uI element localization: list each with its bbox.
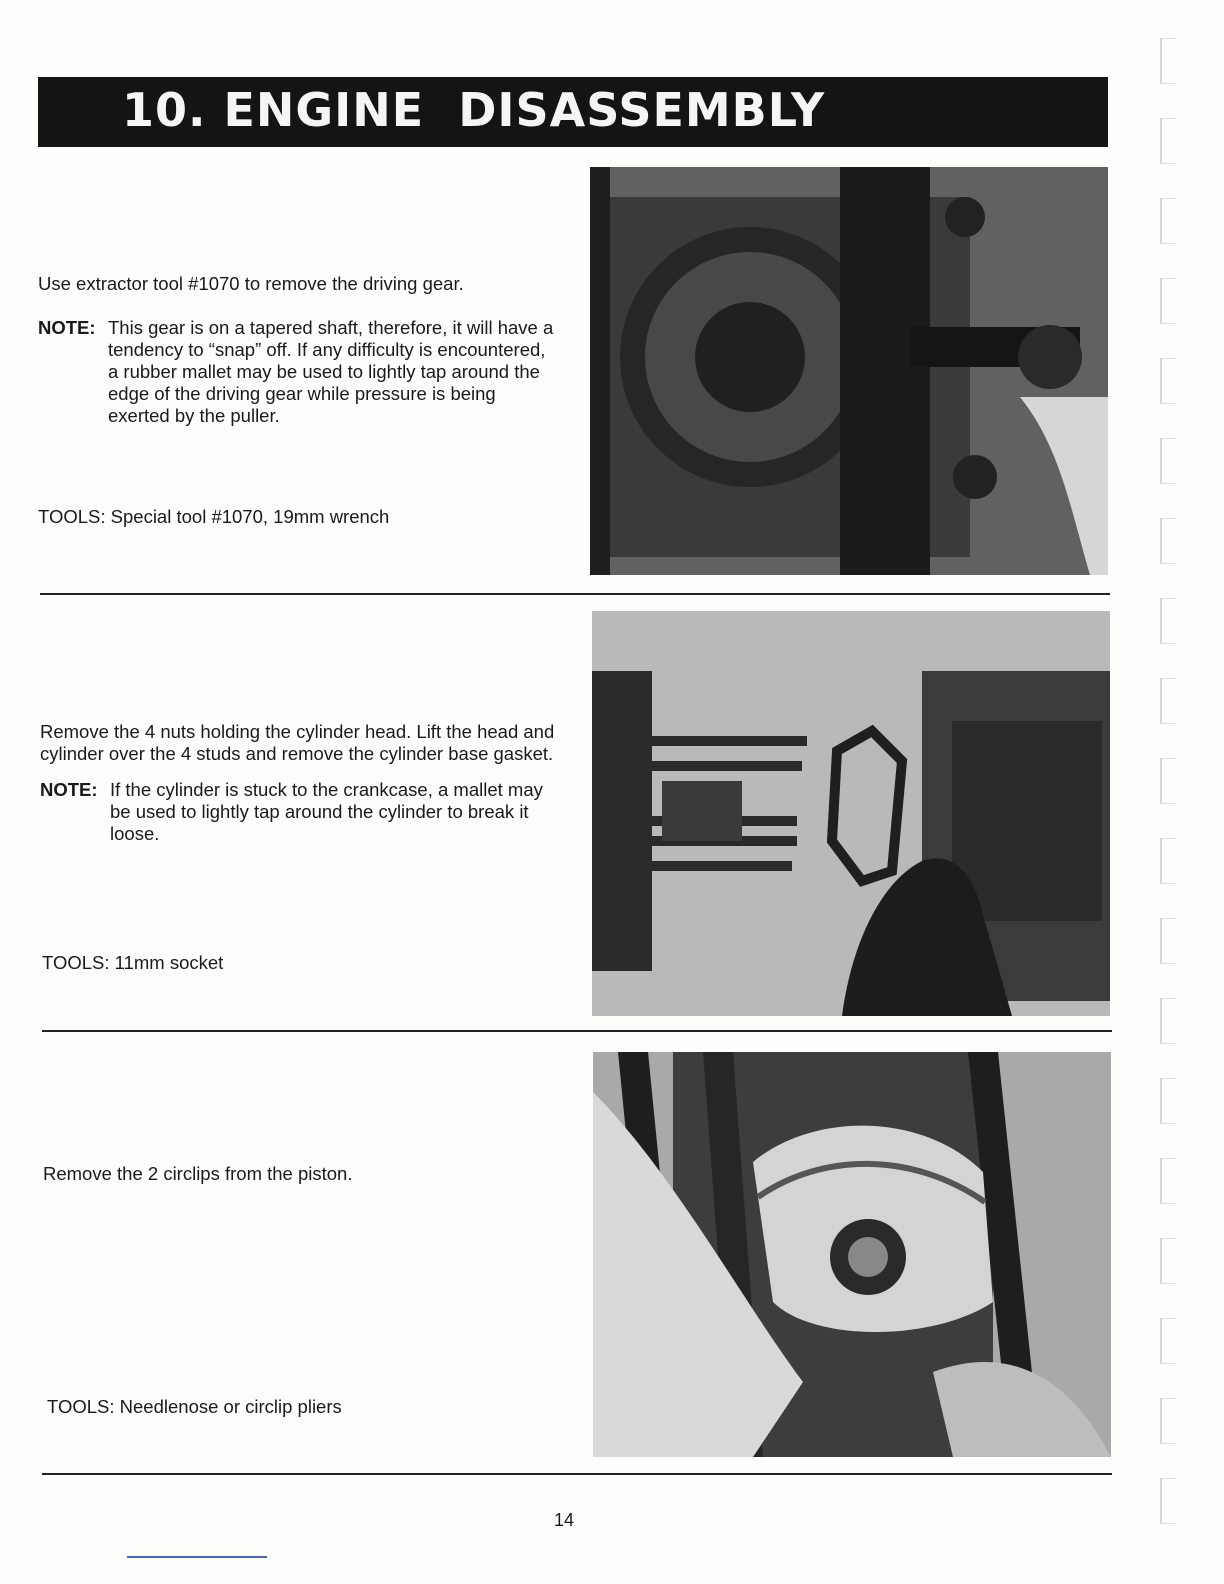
binder-hole	[1160, 518, 1176, 564]
binder-hole	[1160, 678, 1176, 724]
binder-hole	[1160, 1318, 1176, 1364]
step-3-text	[43, 1163, 563, 1185]
step-1-instruction: Use extractor tool #1070 to remove the driving gear.	[38, 273, 464, 294]
photo-piston-circlip-removal	[593, 1052, 1111, 1457]
binder-hole	[1160, 358, 1176, 404]
step-2-note-body: If the cylinder is stuck to the crankcase, a mallet may be used to lightly tap around the cylinder to break it loose.	[110, 779, 543, 844]
step-2-note-label: NOTE:	[40, 779, 98, 800]
photo-cylinder-image	[592, 611, 1110, 1016]
binder-hole	[1160, 918, 1176, 964]
step-2-instruction: Remove the 4 nuts holding the cylinder head. Lift the head and cylinder over the 4 studs and remove the cylinder base gasket.	[40, 721, 555, 764]
binder-hole	[1160, 1238, 1176, 1284]
binder-hole	[1160, 278, 1176, 324]
step-1-note	[38, 317, 558, 427]
step-3-tools: TOOLS: Needlenose or circlip pliers	[47, 1396, 342, 1417]
step-3-instruction: Remove the 2 circlips from the piston.	[43, 1163, 353, 1184]
step-1-note-label: NOTE:	[38, 317, 96, 338]
page-number: 14	[554, 1510, 575, 1530]
step-1-note-body: This gear is on a tapered shaft, therefore, it will have a tendency to “snap” off. If any difficulty is encountered, a rubber mallet may be used to lightly tap around the edge of the driving gear while pressure is being exerted by the puller.	[108, 317, 554, 426]
binder-hole	[1160, 198, 1176, 244]
photo-driving-gear-image	[590, 167, 1108, 575]
section-divider-1	[40, 593, 1110, 595]
binder-hole	[1160, 38, 1176, 84]
binder-hole	[1160, 438, 1176, 484]
photo-driving-gear-extraction	[590, 167, 1108, 575]
photo-cylinder-head-removal	[592, 611, 1110, 1016]
page-title: 10. ENGINE DISASSEMBLY	[122, 83, 826, 137]
step-2-tools: TOOLS: 11mm socket	[42, 952, 224, 973]
step-1-tools: TOOLS: Special tool #1070, 19mm wrench	[38, 506, 390, 527]
scan-artifact-line	[127, 1556, 267, 1558]
step-1-text	[38, 273, 558, 427]
step-2-note	[40, 779, 560, 845]
binder-hole	[1160, 118, 1176, 164]
binder-hole	[1160, 998, 1176, 1044]
title-bar	[38, 77, 1108, 147]
binder-hole	[1160, 838, 1176, 884]
binder-hole	[1160, 1158, 1176, 1204]
binder-hole	[1160, 1398, 1176, 1444]
section-divider-3	[42, 1473, 1112, 1475]
photo-piston-image	[593, 1052, 1111, 1457]
binder-hole	[1160, 758, 1176, 804]
step-2-text	[40, 721, 560, 845]
binder-hole	[1160, 598, 1176, 644]
section-divider-2	[42, 1030, 1112, 1032]
binder-hole	[1160, 1478, 1176, 1524]
binder-hole	[1160, 1078, 1176, 1124]
